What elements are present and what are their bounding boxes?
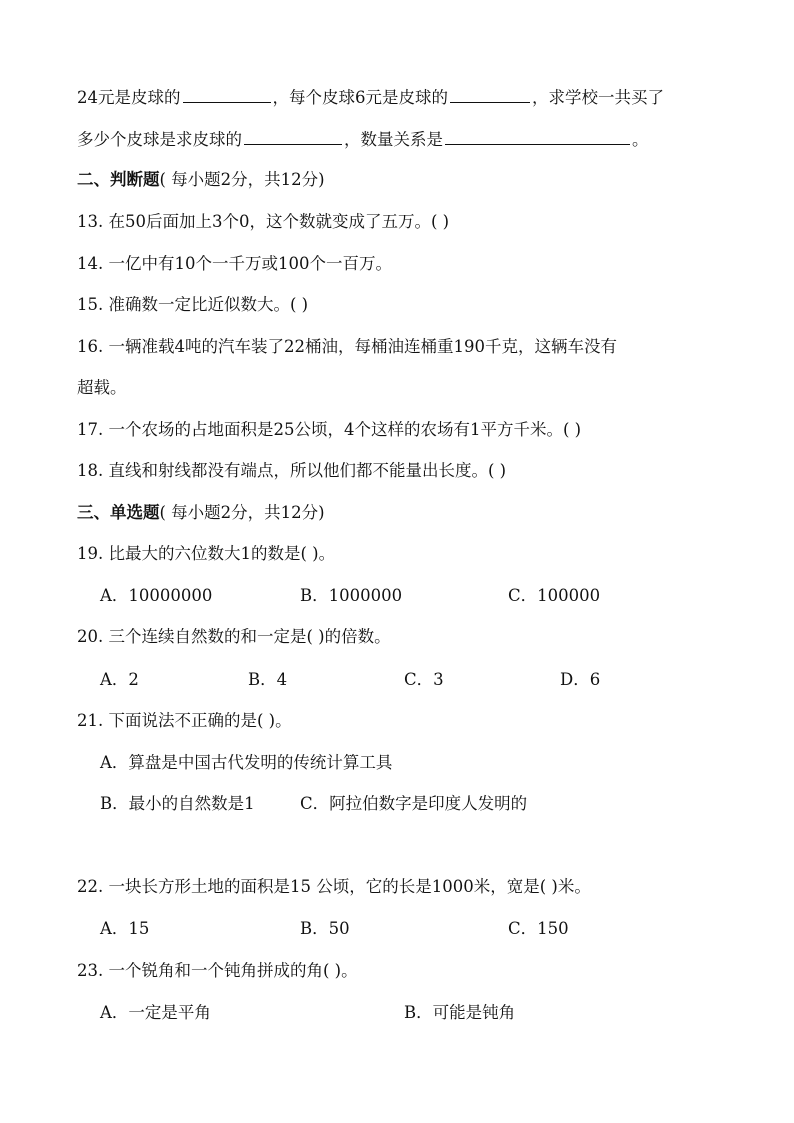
answer-blank[interactable]: [450, 86, 530, 103]
question-16-line2: 超载。: [77, 378, 127, 397]
answer-blank[interactable]: [445, 128, 630, 145]
question-14: 14. 一亿中有10个一千万或100个一百万。: [77, 254, 392, 273]
q20-option-a[interactable]: A．2: [100, 670, 139, 689]
question-23: 23. 一个锐角和一个钝角拼成的角( )。: [77, 961, 358, 980]
q19-option-c[interactable]: C．100000: [508, 586, 601, 605]
question-17: 17. 一个农场的占地面积是25公顷，4个这样的农场有1平方千米。( ): [77, 420, 582, 439]
section-heading-judgement: [77, 169, 734, 191]
question-13: 13. 在50后面加上3个0，这个数就变成了五万。( ): [77, 212, 450, 231]
q12-text-c: ，求学校一共买了: [532, 88, 664, 107]
q12-line2: [77, 128, 734, 151]
q21-option-a[interactable]: A．算盘是中国古代发明的传统计算工具: [100, 753, 393, 772]
question-21: 21. 下面说法不正确的是( )。: [77, 711, 292, 730]
q12-text-b: ，每个皮球6元是皮球的: [272, 88, 448, 107]
q22-option-c[interactable]: C．150: [508, 919, 569, 938]
question-19: 19. 比最大的六位数大1的数是( )。: [77, 544, 336, 563]
question-18: 18. 直线和射线都没有端点，所以他们都不能量出长度。( ): [77, 461, 507, 480]
q22-option-a[interactable]: A．15: [100, 919, 150, 938]
section-title: 二、判断题: [77, 170, 160, 189]
q12-text-f: 。: [632, 130, 649, 149]
question-16-line1: 16. 一辆准载4吨的汽车装了22桶油，每桶油连桶重190千克，这辆车没有: [77, 337, 617, 356]
question-20: 20. 三个连续自然数的和一定是( )的倍数。: [77, 627, 391, 646]
q23-option-b[interactable]: B．可能是钝角: [404, 1003, 516, 1022]
section-detail: ( 每小题2分，共12分): [159, 503, 325, 522]
answer-blank[interactable]: [244, 128, 342, 145]
q23-option-a[interactable]: A．一定是平角: [100, 1003, 211, 1022]
q12-text-d: 多少个皮球是求皮球的: [77, 130, 242, 149]
q21-option-c[interactable]: C．阿拉伯数字是印度人发明的: [300, 794, 528, 813]
section-detail: ( 每小题2分，共12分): [159, 170, 325, 189]
question-15: 15. 准确数一定比近似数大。( ): [77, 295, 309, 314]
section-heading-single-choice: [77, 502, 734, 524]
section-title: 三、单选题: [77, 503, 160, 522]
q22-option-b[interactable]: B．50: [300, 919, 350, 938]
answer-blank[interactable]: [183, 86, 271, 103]
q12-line1: [77, 86, 734, 109]
q20-option-b[interactable]: B．4: [248, 670, 288, 689]
q20-option-d[interactable]: D．6: [560, 670, 601, 689]
q12-text-e: ，数量关系是: [344, 130, 443, 149]
q12-text-a: 24元是皮球的: [77, 88, 181, 107]
q20-option-c[interactable]: C．3: [404, 670, 444, 689]
q19-option-a[interactable]: A．10000000: [100, 586, 213, 605]
q21-option-b[interactable]: B．最小的自然数是1: [100, 794, 255, 813]
question-22: 22. 一块长方形土地的面积是15 公顷，它的长是1000米，宽是( )米。: [77, 877, 591, 896]
q19-option-b[interactable]: B．1000000: [300, 586, 403, 605]
